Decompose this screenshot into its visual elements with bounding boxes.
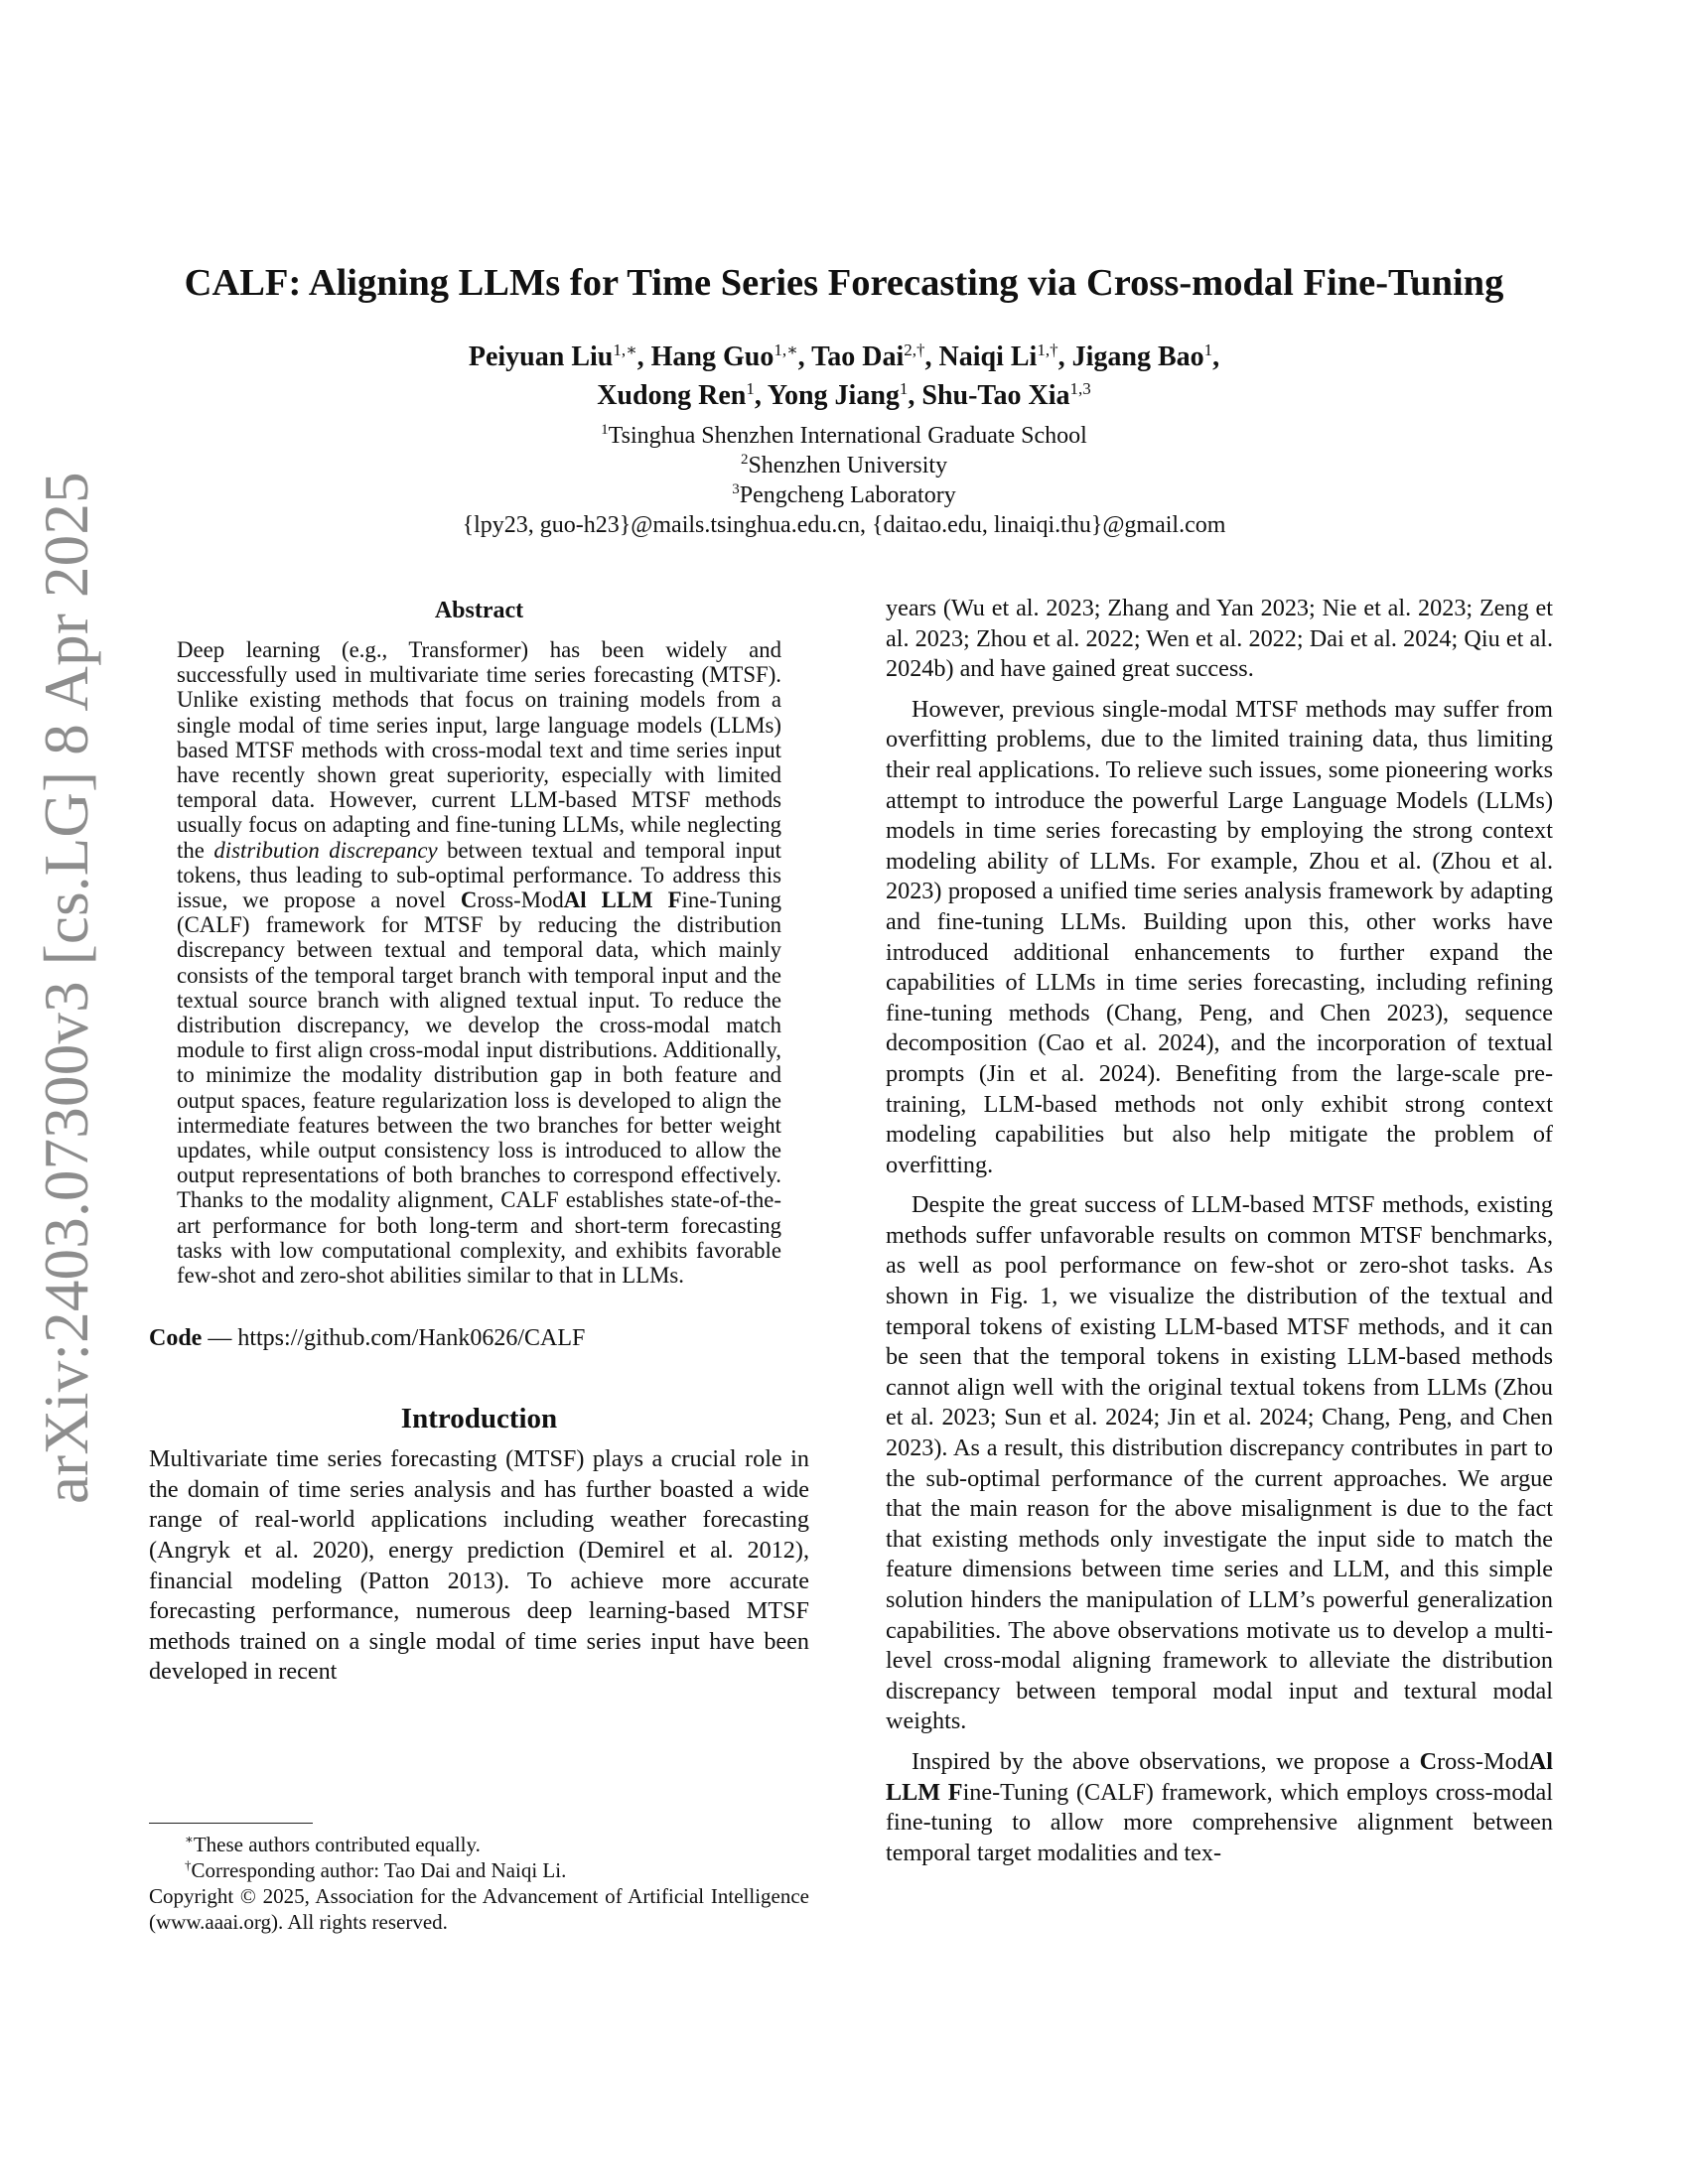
introduction-paragraph: Multivariate time series forecasting (MTSF) plays a crucial role in the domain of time series analysis and has further boasted a wide range of real-world applications including weather forecasting (Angryk et al. 2020), energy prediction (Demirel et al. 2012), financial modeling (Patton 2013). To achieve more accurate forecasting performance, numerous deep learning-based MTSF methods trained on a single modal of time series input have been developed in recent: [149, 1445, 809, 1686]
author-emails: {lpy23, guo-h23}@mails.tsinghua.edu.cn, {daitao.edu, linaiqi.thu}@gmail.com: [462, 512, 1226, 538]
author-affil-mark: 1,†: [1037, 341, 1058, 359]
author-affil-mark: 1,∗: [613, 341, 637, 359]
affiliation-mark: 2: [740, 452, 749, 468]
author-affil-mark: 1: [746, 379, 755, 398]
affiliation-line: [248, 421, 1440, 451]
code-url-link[interactable]: https://github.com/Hank0626/CALF: [237, 1325, 586, 1352]
code-label: Code: [149, 1325, 203, 1352]
code-separator: —: [202, 1325, 238, 1352]
right-column: [886, 596, 1553, 1878]
arxiv-identifier-stamp: arXiv:2403.07300v3 [cs.LG] 8 Apr 2025: [32, 472, 101, 1504]
author-affil-mark: 1,3: [1069, 379, 1091, 398]
author-name: Yong Jiang: [767, 380, 900, 411]
author-affil-mark: 1: [899, 379, 909, 398]
author-name: Xudong Ren: [597, 380, 747, 411]
footnotes: [149, 1823, 809, 1935]
author-affil-mark: 2,†: [904, 341, 925, 359]
affiliation-text: Tsinghua Shenzhen International Graduate School: [608, 423, 1087, 449]
affiliation-block: [248, 421, 1440, 540]
abstract-text: Deep learning (e.g., Transformer) has been widely and successfully used in multivariate time series forecasting (MTSF). Unlike existing methods that focus on training models from a single modal of time series input, large language models (LLMs) based MTSF methods with cross-modal text and time series input have recently shown great superiority, especially with limited temporal data. However, current LLM-based MTSF methods usually focus on adapting and fine-tuning LLMs, while neglecting the distribution discrepancy between textual and temporal input tokens, thus leading to sub-optimal performance. To address this issue, we propose a novel Cross-ModAl LLM Fine-Tuning (CALF) framework for MTSF by reducing the distribution discrepancy between textual and temporal data, which mainly consists of the temporal target branch with temporal input and the textual source branch with aligned textual input. To reduce the distribution discrepancy, we develop the cross-modal match module to first align cross-modal input distributions. Additionally, to minimize the modality distribution gap in both feature and output spaces, feature regularization loss is developed to align the intermediate features between the two branches for better weight updates, while output consistency loss is introduced to allow the output representations of both branches to correspond effectively. Thanks to the modality alignment, CALF establishes state-of-the-art performance for both long-term and short-term forecasting tasks with low computational complexity, and exhibits favorable few-shot and zero-shot abilities similar to that in LLMs.: [177, 637, 782, 1289]
body-paragraph: However, previous single-modal MTSF methods may suffer from overfitting problems, due to the limited training data, thus limiting their real applications. To relieve such issues, some pioneering works attempt to introduce the powerful Large Language Models (LLMs) models in time series forecasting by employing the strong context modeling ability of LLMs. For example, Zhou et al. (Zhou et al. 2023) proposed a unified time series analysis framework by adapting and fine-tuning LLMs. Building upon this, other works have introduced additional enhancements to further expand the capabilities of LLMs in time series forecasting, including refining fine-tuning methods (Chang, Peng, and Chen 2023), sequence decomposition (Cao et al. 2024), and the incorporation of textual prompts (Jin et al. 2024). Benefiting from the large-scale pre-training, LLM-based methods not only exhibit strong context modeling capabilities but also help mitigate the problem of overfitting.: [886, 695, 1553, 1178]
author-affil-mark: 1: [1203, 341, 1213, 359]
paper-title: CALF: Aligning LLMs for Time Series Forecasting via Cross-modal Fine-Tuning: [184, 262, 1504, 304]
author-list: Peiyuan Liu$^{1,∗}$, Hang Guo$^{1,∗}$, Tao Dai$^{2,\dagger}$, Naiqi $Li^{1,\dagger}$, Jigang Bao$^1$, Xudong Ren$^1$, Yong Jiang$^1$, Shu-Tao Xia$^{1,3}$: [468, 341, 1220, 411]
affiliation-line: [248, 451, 1440, 480]
author-name: Naiqi Li: [938, 341, 1038, 372]
left-column: [149, 596, 809, 1688]
affiliation-mark: 3: [732, 481, 740, 497]
copyright-notice: Copyright © 2025, Association for the Advancement of Artificial Intelligence (www.aaai.org). All rights reserved.: [149, 1884, 809, 1934]
body-paragraph: Despite the great success of LLM-based MTSF methods, existing methods suffer unfavorable results on common MTSF benchmarks, as well as pool performance on few-shot or zero-shot tasks. As shown in Fig. 1, we visualize the distribution of the textual and temporal tokens of existing LLM-based MTSF methods, and it can be seen that the temporal tokens in existing LLM-based methods cannot align well with the original textual tokens from LLMs (Zhou et al. 2023; Sun et al. 2024; Jin et al. 2024; Chang, Peng, and Chen 2023). As a result, this distribution discrepancy contributes in part to the sub-optimal performance of the current approaches. We argue that the main reason for the above misalignment is due to the fact that existing methods only investigate the input side to match the feature dimensions between time series and LLM, and this simple solution hinders the manipulation of LLM’s powerful generalization capabilities. The above observations motivate us to develop a multi-level cross-modal aligning framework to alleviate the distribution discrepancy between temporal modal input and textural modal weights.: [886, 1191, 1553, 1735]
affiliation-line: [248, 480, 1440, 510]
affiliation-text: Pengcheng Laboratory: [739, 482, 956, 508]
author-name: Hang Guo: [650, 341, 774, 372]
footnote-equal-contribution: ∗These authors contributed equally.: [185, 1832, 481, 1856]
affiliation-mark: 1: [601, 422, 609, 438]
affiliation-text: Shenzhen University: [748, 453, 948, 478]
footnote-rule: [149, 1823, 313, 1824]
author-name: Peiyuan Liu: [468, 341, 614, 372]
footnote-corresponding-author: †Corresponding author: Tao Dai and Naiqi Li.: [185, 1857, 567, 1882]
body-paragraph: years (Wu et al. 2023; Zhang and Yan 2023; Nie et al. 2023; Zeng et al. 2023; Zhou et al. 2022; Wen et al. 2022; Dai et al. 2024; Qiu et al. 2024b) and have gained great success.: [886, 595, 1553, 683]
author-name: Shu-Tao Xia: [921, 380, 1070, 411]
introduction-heading: Introduction: [400, 1403, 558, 1435]
code-link-line: [149, 1323, 809, 1353]
body-paragraph: Inspired by the above observations, we propose a Cross-ModAl LLM Fine-Tuning (CALF) framework, which employs cross-modal fine-tuning to allow more comprehensive alignment between temporal target modalities and tex-: [886, 1747, 1553, 1866]
author-name: Tao Dai: [811, 341, 905, 372]
author-name: Jigang Bao: [1071, 341, 1204, 372]
author-affil-mark: 1,∗: [774, 341, 798, 359]
abstract-heading: Abstract: [434, 598, 524, 623]
